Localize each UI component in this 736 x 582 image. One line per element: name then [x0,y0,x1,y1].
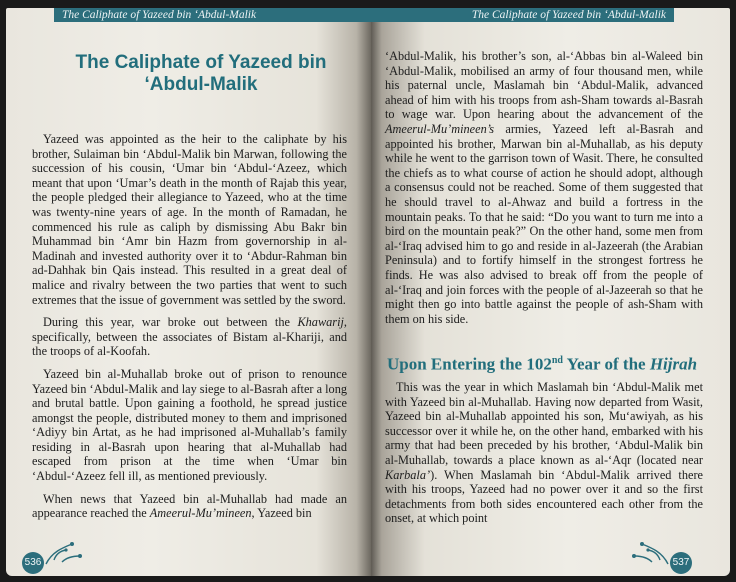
running-header-right: The Caliphate of Yazeed bin ‘Abdul-Malik [371,8,674,22]
paragraph: Yazeed bin al-Muhallab broke out of prison to renounce Yazeed bin ‘Abdul-Malik and lay siege to al-Basrah after a long and brutal battle. Upon gaining a foothold, he spread justice amongst the people, distributed money to them and imprisoned ‘Adiyy bin Artat, as he had imprisoned al-Muhallab’s family residing in al-Basrah upon hearing that al-Muhallab had escaped from prison at the time when ‘Umar bin ‘Abdul-‘Azeez fell ill, as mentioned previously. [32,366,347,484]
paragraph: This was the year in which Maslamah bin ‘Abdul-Malik met with Yazeed bin al-Muhallab. Having now departed from Wasit, Yazeed bin al-Muhallab appointed his son, Mu‘awiyah, as his successor over it while he, on the other hand, embarked with his army that had been preceded by his brother, ‘Abdul-Malik bin al-Muhallab, towards a place known as al-‘Aqr (located near Karbala’). When Maslamah bin ‘Abdul-Malik arrived there with his troops, Yazeed had no power over it and so the first detachments from both sides encountered each other from the onset, at which point [385,380,703,526]
right-page [371,8,730,576]
paragraph: ‘Abdul-Malik, his brother’s son, al-‘Abbas bin al-Waleed bin ‘Abdul-Malik, mobilised an army of four thousand men, while his paternal uncle, Maslamah bin ‘Abdul-Malik, advanced ahead of him with his troops from ash-Sham towards al-Basrah to wage war. Upon hearing about the advancement of the Ameerul-Mu’mineen’s armies, Yazeed left al-Basrah and appointed his brother, Marwan bin al-Muhallab, as his deputy while he went to the garrison town of Wasit. There, he consulted the chiefs as to what course of action he should adopt, although a consensus could not be reached. Some of them suggested that he should travel to al-Ahwaz and build a fortress in the mountain peaks. To that he said: “Do you want to turn me into a bird on the mountain peak?” On the other hand, some men from al-‘Iraq advised him to go and reside in al-Jazeerah (the Arabian Peninsula) and to fortify himself in the strongest fortress he finds. He was also advised to break off from the people of al-‘Iraq and join forces with the people of al-Jazeerah so that he might then go into battle against the people of ash-Sham with them on his side. [385,49,703,326]
chapter-title-line-1: The Caliphate of Yazeed bin [75,52,327,73]
left-page [6,8,371,576]
left-body-text [32,132,347,529]
running-header-left: The Caliphate of Yazeed bin ‘Abdul-Malik [54,8,371,22]
paragraph: During this year, war broke out between the Khawarij, specifically, between the associates of Bistam al-Khariji, and the troops of al-Koofah. [32,315,347,359]
chapter-title-line-2: ‘Abdul-Malik [144,74,258,95]
floral-ornament-icon [42,538,86,568]
floral-ornament-icon [628,538,672,568]
page-number-left: 536 [22,552,44,574]
section-heading: Upon Entering the 102nd Year of the Hijrah [387,354,698,374]
paragraph: Yazeed was appointed as the heir to the caliphate by his brother, Sulaiman bin ‘Abdul-Malik bin Marwan, following the succession of his cousin, ‘Umar bin ‘Abdul-‘Azeez, which meant that upon ‘Umar’s death in the month of Rajab this year, the people pledged their allegiance to Yazeed, who at the time was twenty-nine years of age. In the month of Ramadan, he commenced his rule as caliph by dismissing Abu Bakr bin Muhammad bin ‘Amr bin Hazm from governorship in al-Madinah and invested authority over it to ‘Abdur-Rahman bin ad-Dahhak bin Qais instead. This resulted in a great deal of malice and rivalry between the two parties that went to such extremes that the issue of government was settled by the sword. [32,132,347,307]
page-number-right: 537 [670,552,692,574]
chapter-title [66,52,336,96]
right-body-text-bottom [385,380,703,534]
right-body-text-top [385,49,703,334]
paragraph: When news that Yazeed bin al-Muhallab had made an appearance reached the Ameerul-Mu’mineen, Yazeed bin [32,491,347,521]
